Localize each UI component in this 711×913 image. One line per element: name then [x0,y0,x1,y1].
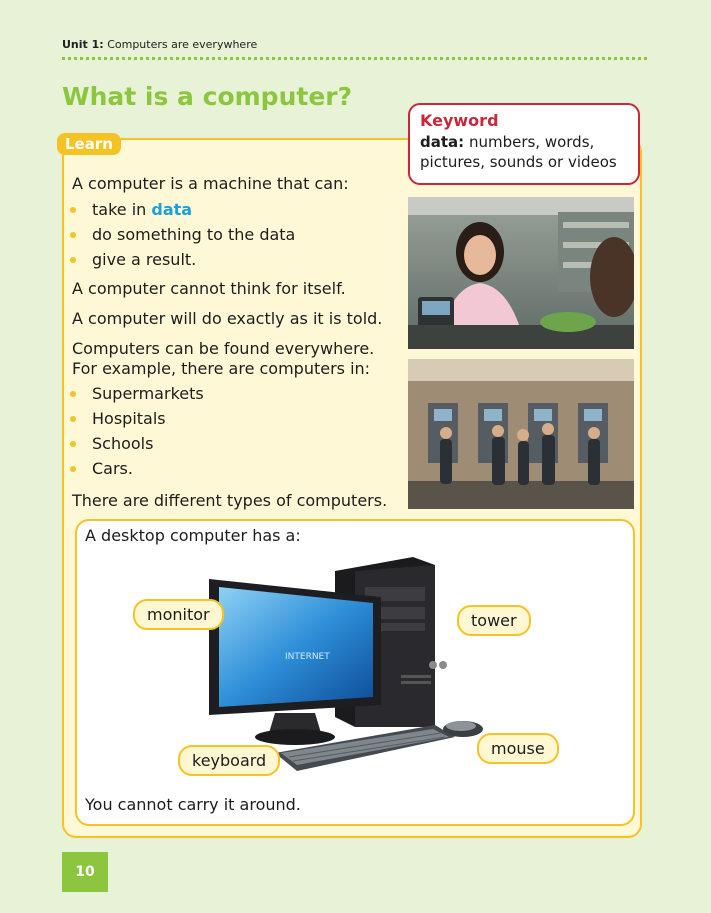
tower-label: tower [457,605,531,636]
unit-label: Unit 1: [62,38,104,51]
learn-tab: Learn [57,133,121,155]
list-item: do something to the data [66,222,386,247]
keyword-title: Keyword [420,111,499,130]
keyboard-label: keyboard [178,745,280,776]
keyword-term: data: [420,133,465,151]
list-item: give a result. [66,247,386,272]
learn-line-4: There are different types of computers. [72,491,388,510]
list-item: Hospitals [66,406,386,431]
learn-line-2: A computer will do exactly as it is told. [72,309,383,328]
list-item: Supermarkets [66,381,386,406]
keyword-definition [420,132,628,172]
atm-photo [408,359,634,509]
learn-intro: A computer is a machine that can: [72,174,349,193]
desktop-intro: A desktop computer has a: [85,526,301,545]
learn-line-3b: For example, there are computers in: [72,359,371,378]
keyword-box [408,103,640,185]
header-divider [62,57,647,60]
keyword-definition-text: numbers, words, pictures, sounds or videos [420,133,617,171]
abilities-list [66,197,386,272]
mouse-icon [443,721,483,737]
list-item: take in data [66,197,386,222]
supermarket-photo [408,197,634,349]
unit-title: Computers are everywhere [107,38,258,51]
list-item: Cars. [66,456,386,481]
svg-text:INTERNET: INTERNET [285,652,330,662]
learn-line-1: A computer cannot think for itself. [72,279,346,298]
list-item: Schools [66,431,386,456]
page-number: 10 [62,852,108,892]
monitor-label: monitor [133,599,224,630]
learn-line-3a: Computers can be found everywhere. [72,339,375,358]
desktop-footer: You cannot carry it around. [85,795,301,814]
page-title: What is a computer? [62,82,353,111]
data-keyword-link[interactable]: data [151,200,193,219]
mouse-label: mouse [477,733,559,764]
unit-header [62,38,257,51]
places-list [66,381,386,481]
